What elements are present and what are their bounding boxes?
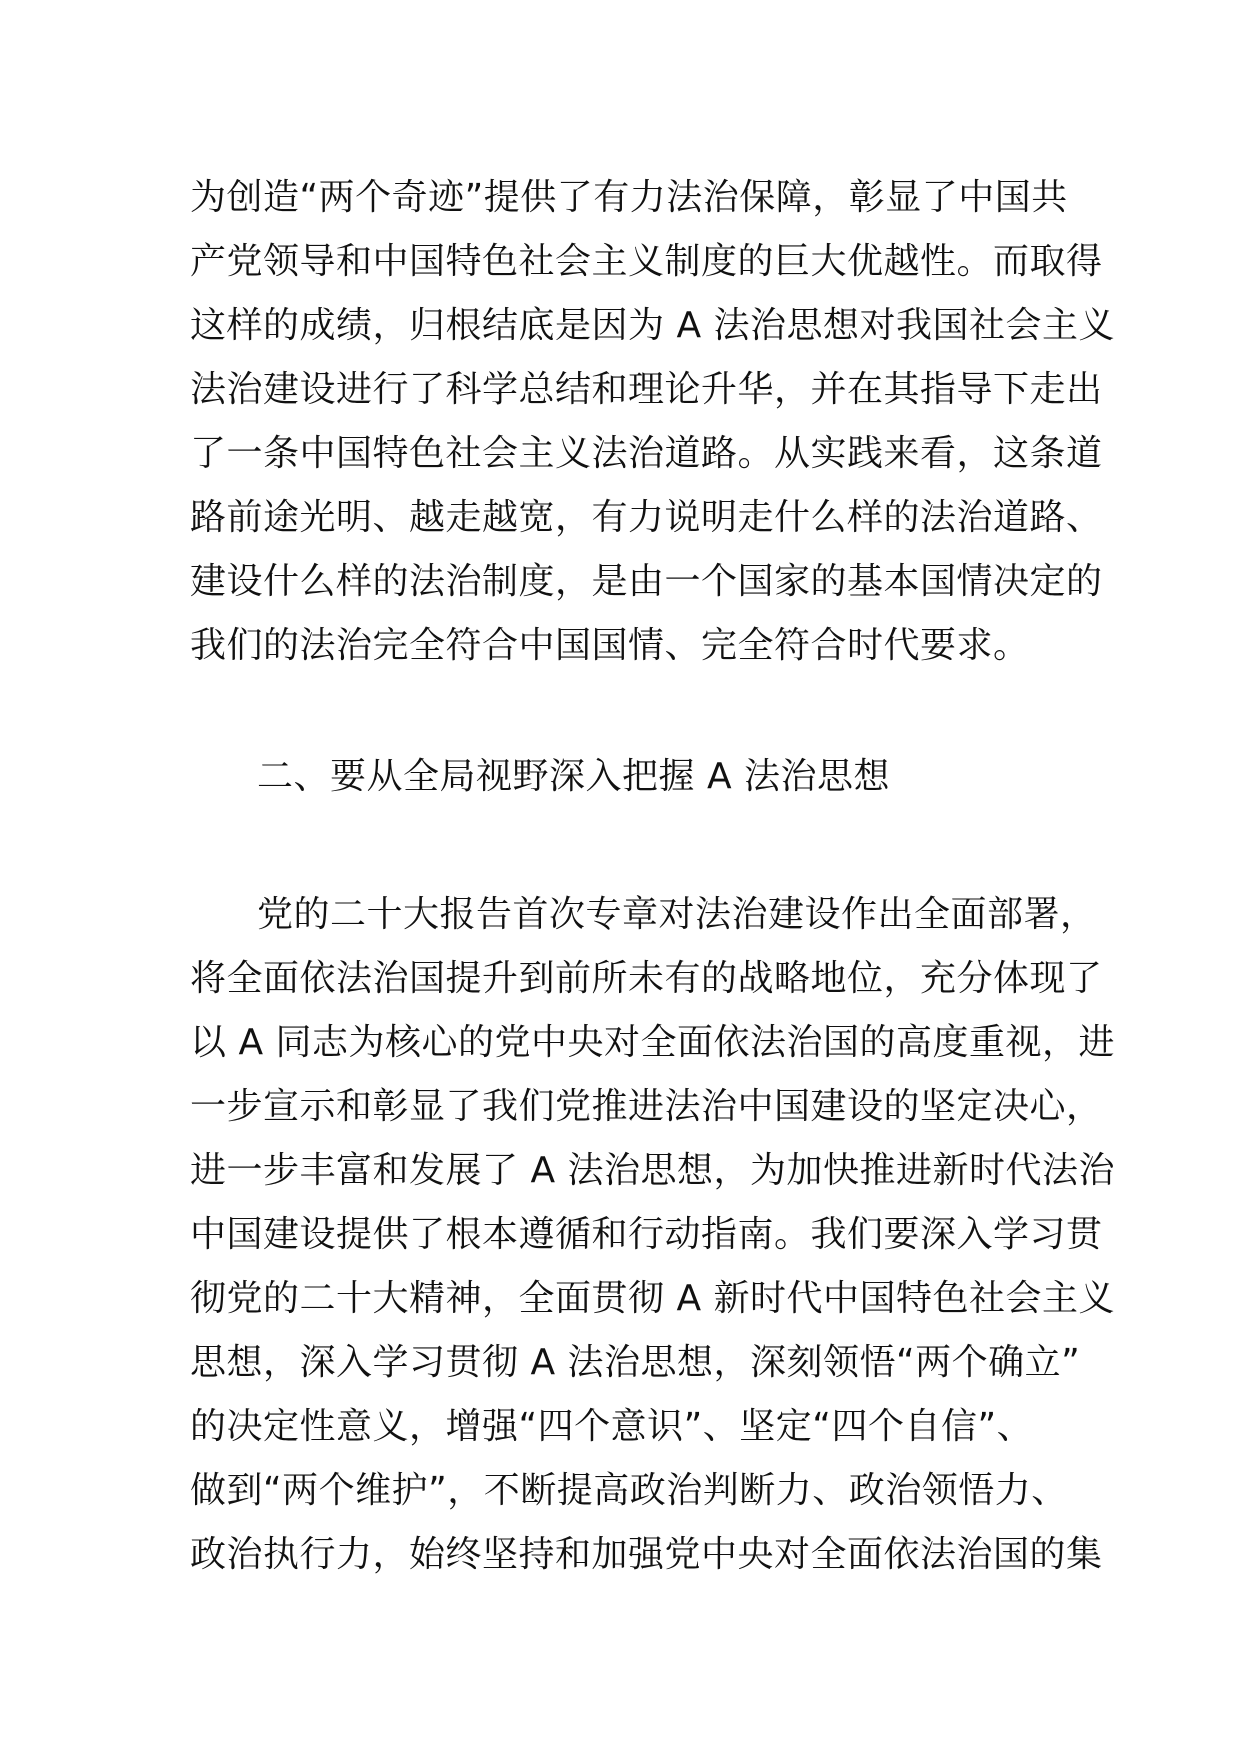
paragraph-1-line: 路前途光明、越走越宽，有力说明走什么样的法治道路、	[190, 497, 1103, 538]
paragraph-1-line: 这样的成绩，归根结底是因为 A 法治思想对我国社会主义	[190, 305, 1116, 346]
paragraph-2-line: 一步宣示和彰显了我们党推进法治中国建设的坚定决心，	[190, 1086, 1103, 1127]
paragraph-1-line: 我们的法治完全符合中国国情、完全符合时代要求。	[190, 625, 1030, 666]
paragraph-2-line: 进一步丰富和发展了 A 法治思想，为加快推进新时代法治	[190, 1150, 1116, 1191]
paragraph-2-line: 思想，深入学习贯彻 A 法治思想，深刻领悟“两个确立”	[190, 1342, 1081, 1383]
paragraph-2-line: 政治执行力，始终坚持和加强党中央对全面依法治国的集	[190, 1534, 1103, 1575]
paragraph-1-line: 法治建设进行了科学总结和理论升华，并在其指导下走出	[190, 369, 1103, 410]
paragraph-1-line: 产党领导和中国特色社会主义制度的巨大优越性。而取得	[190, 241, 1103, 282]
paragraph-2-line: 彻党的二十大精神，全面贯彻 A 新时代中国特色社会主义	[190, 1278, 1116, 1319]
paragraph-1-line: 为创造“两个奇迹”提供了有力法治保障，彰显了中国共	[190, 177, 1068, 218]
paragraph-2-line: 中国建设提供了根本遵循和行动指南。我们要深入学习贯	[190, 1214, 1103, 1255]
paragraph-2-line: 做到“两个维护”，不断提高政治判断力、政治领悟力、	[190, 1470, 1068, 1511]
paragraph-2-line: 的决定性意义，增强“四个意识”、坚定“四个自信”、	[190, 1406, 1034, 1447]
paragraph-1-line: 建设什么样的法治制度，是由一个国家的基本国情决定的	[190, 561, 1103, 602]
paragraph-2-line: 以 A 同志为核心的党中央对全面依法治国的高度重视，进	[190, 1022, 1116, 1063]
paragraph-1-line: 了一条中国特色社会主义法治道路。从实践来看，这条道	[190, 433, 1103, 474]
paragraph-2-line: 党的二十大报告首次专章对法治建设作出全面部署，	[257, 894, 1097, 935]
paragraph-2-line: 将全面依法治国提升到前所未有的战略地位，充分体现了	[190, 958, 1103, 999]
section-heading: 二、要从全局视野深入把握 A 法治思想	[257, 756, 891, 797]
